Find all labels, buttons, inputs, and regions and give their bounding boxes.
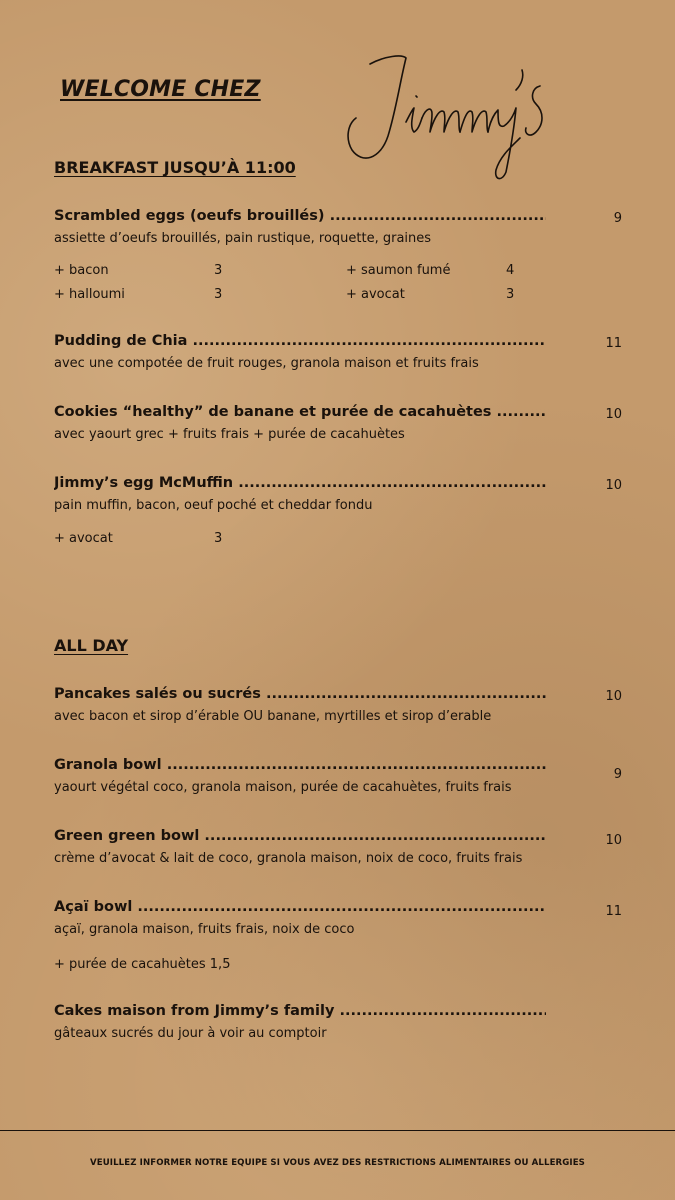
menu-item <box>54 684 644 726</box>
extra-price: 3 <box>214 263 223 278</box>
allergy-notice: VEUILLEZ INFORMER NOTRE EQUIPE SI VOUS AVEZ DES RESTRICTIONS ALIMENTAIRES OU ALLERGIES <box>90 1158 585 1168</box>
item-description: avec bacon et sirop d’érable OU banane, myrtilles et sirop d’erable <box>54 709 492 724</box>
item-price: 10 <box>605 833 622 848</box>
breakfast-section-title: BREAKFAST JUSQU’À 11:00 <box>54 158 296 177</box>
extra-label: + bacon <box>54 263 109 278</box>
item-name: Jimmy’s egg McMuffin ..... <box>54 473 546 493</box>
item-name: Cookies “healthy” de banane et purée de cacahuètes ..... <box>54 402 546 422</box>
menu-item <box>54 473 644 515</box>
extra-price: 4 <box>506 263 515 278</box>
item-description: crème d’avocat & lait de coco, granola maison, noix de coco, fruits frais <box>54 851 523 866</box>
item-description: avec une compotée de fruit rouges, granola maison et fruits frais <box>54 356 479 371</box>
item-description: assiette d’oeufs brouillés, pain rustique, roquette, graines <box>54 231 432 246</box>
allday-section-title: ALL DAY <box>54 636 129 655</box>
item-name: Cakes maison from Jimmy’s family ..... <box>54 1001 546 1021</box>
menu-item <box>54 826 644 868</box>
item-name: Granola bowl ..... <box>54 755 546 775</box>
extra-label: + purée de cacahuètes 1,5 <box>54 957 231 972</box>
extra-price: 3 <box>214 531 223 546</box>
menu-item <box>54 402 644 444</box>
menu-item <box>54 206 644 248</box>
item-price: 10 <box>605 407 622 422</box>
item-name: Açaï bowl ..... <box>54 897 546 917</box>
jimmys-script-logo <box>340 52 555 184</box>
extra-label: + avocat <box>54 531 113 546</box>
item-price: 9 <box>613 211 622 226</box>
item-description: açaï, granola maison, fruits frais, noix de coco <box>54 922 355 937</box>
item-price: 11 <box>605 336 622 351</box>
item-price: 10 <box>605 478 622 493</box>
item-description: gâteaux sucrés du jour à voir au comptoir <box>54 1026 327 1041</box>
item-description: pain muffin, bacon, oeuf poché et cheddar fondu <box>54 498 373 513</box>
welcome-heading: WELCOME CHEZ <box>60 77 261 102</box>
extra-label: + halloumi <box>54 287 125 302</box>
menu-item <box>54 331 644 373</box>
menu-item <box>54 755 644 797</box>
item-name: Scrambled eggs (oeufs brouillés) ..... <box>54 206 546 226</box>
item-description: yaourt végétal coco, granola maison, purée de cacahuètes, fruits frais <box>54 780 512 795</box>
item-price: 10 <box>605 689 622 704</box>
item-name: Pancakes salés ou sucrés ..... <box>54 684 546 704</box>
item-price: 11 <box>605 904 622 919</box>
footer-divider <box>0 1130 675 1131</box>
item-description: avec yaourt grec + fruits frais + purée de cacahuètes <box>54 427 405 442</box>
item-name: Green green bowl ..... <box>54 826 546 846</box>
extra-price: 3 <box>214 287 223 302</box>
menu-item <box>54 1001 644 1043</box>
item-name: Pudding de Chia ..... <box>54 331 546 351</box>
item-price: 9 <box>613 767 622 782</box>
extra-label: + saumon fumé <box>346 263 451 278</box>
menu-item <box>54 897 644 939</box>
extra-price: 3 <box>506 287 515 302</box>
extra-label: + avocat <box>346 287 405 302</box>
